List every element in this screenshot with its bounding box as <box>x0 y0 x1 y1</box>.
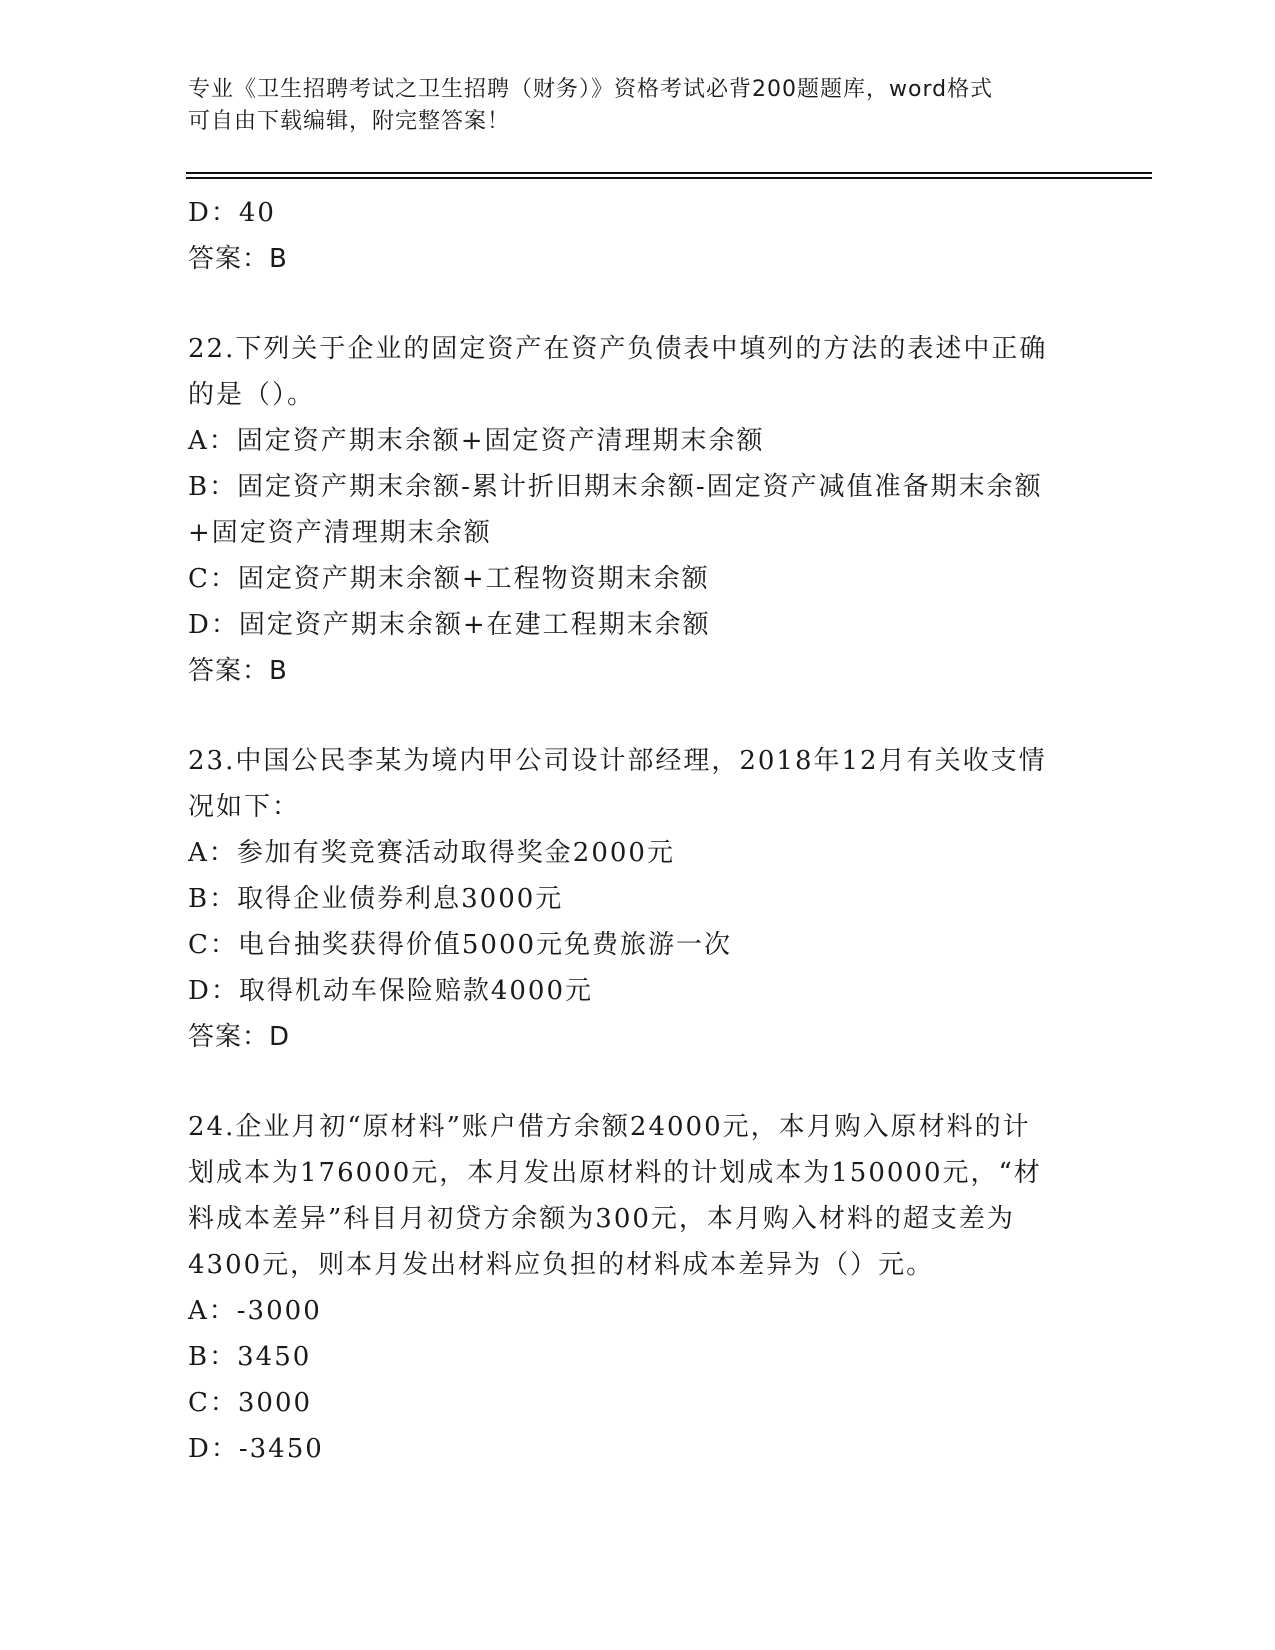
option-b: B：取得企业债券利息3000元 <box>188 884 564 914</box>
answer-label: 答案：B <box>188 656 288 686</box>
option-d: D：固定资产期末余额+在建工程期末余额 <box>188 610 711 640</box>
question-stem: 24.企业月初“原材料”账户借方余额24000元，本月购入原材料的计 <box>188 1112 1031 1142</box>
question-stem: 23.中国公民李某为境内甲公司设计部经理，2018年12月有关收支情 <box>188 746 1047 776</box>
header-title-line-2: 可自由下载编辑，附完整答案！ <box>188 109 511 134</box>
header-divider-top <box>186 172 1152 174</box>
option-d: D：取得机动车保险赔款4000元 <box>188 976 594 1006</box>
option-c: C：电台抽奖获得价值5000元免费旅游一次 <box>188 930 733 960</box>
document-header <box>188 74 1068 138</box>
previous-question-tail <box>188 190 1088 282</box>
option-c: C：固定资产期末余额+工程物资期末余额 <box>188 564 710 594</box>
question-content <box>188 190 1088 1472</box>
answer-label: 答案：D <box>188 1022 291 1052</box>
question-stem: 料成本差异”科目月初贷方余额为300元，本月购入材料的超支差为 <box>188 1204 1015 1234</box>
question-stem: 4300元，则本月发出材料应负担的材料成本差异为（）元。 <box>188 1250 935 1280</box>
option-d: D：40 <box>188 198 276 228</box>
answer-label: 答案：B <box>188 244 288 274</box>
option-d: D：-3450 <box>188 1434 324 1464</box>
option-c: C：3000 <box>188 1388 313 1418</box>
header-divider-bottom <box>186 177 1152 179</box>
question-stem: 22.下列关于企业的固定资产在资产负债表中填列的方法的表述中正确 <box>188 334 1048 364</box>
option-b: B：3450 <box>188 1342 312 1372</box>
option-a: A：-3000 <box>188 1296 322 1326</box>
question-stem: 的是（）。 <box>188 380 316 410</box>
question-stem: 划成本为176000元，本月发出原材料的计划成本为150000元，“材 <box>188 1158 1042 1188</box>
option-a: A：参加有奖竞赛活动取得奖金2000元 <box>188 838 675 868</box>
header-title-line-1: 专业《卫生招聘考试之卫生招聘（财务）》资格考试必背200题题库，word格式 <box>188 77 994 102</box>
option-a: A：固定资产期末余额+固定资产清理期末余额 <box>188 426 765 456</box>
question-24 <box>188 1104 1088 1472</box>
question-22 <box>188 326 1088 694</box>
question-stem: 况如下： <box>188 792 301 822</box>
option-b: B：固定资产期末余额-累计折旧期末余额-固定资产减值准备期末余额 <box>188 472 1043 502</box>
option-b: +固定资产清理期末余额 <box>188 518 492 548</box>
question-23 <box>188 738 1088 1060</box>
